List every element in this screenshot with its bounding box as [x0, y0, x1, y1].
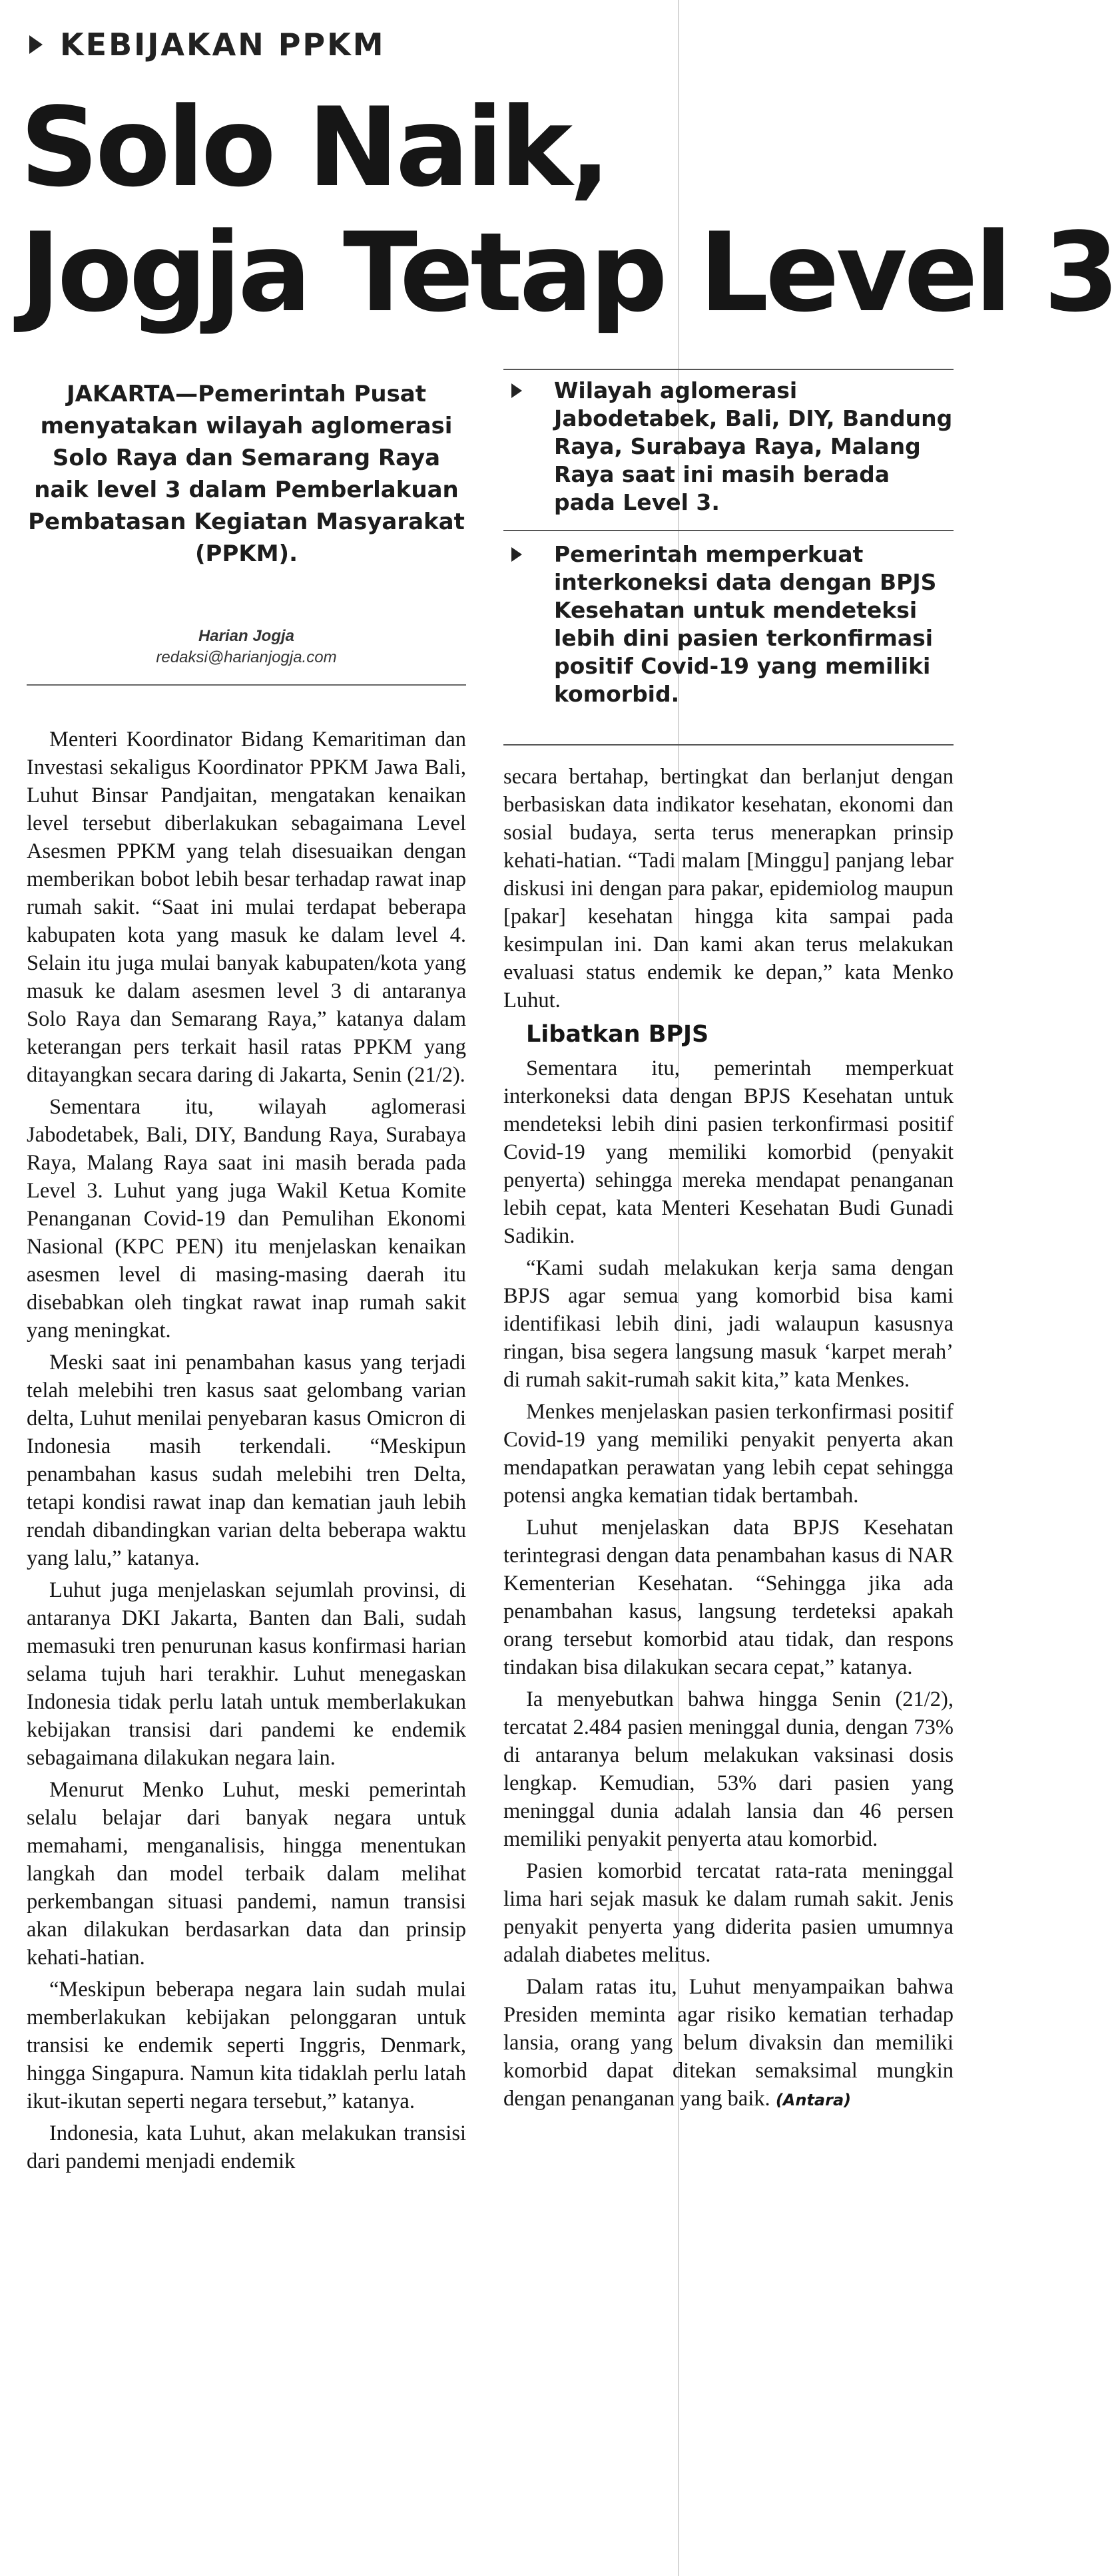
byline-name: Harian Jogja	[198, 627, 295, 645]
body-paragraph: “Kami sudah melakukan kerja sama dengan BPJS agar semua yang komorbid bisa kami identifikasi lebih dini, jadi walaupun kasusnya ringan, bisa segera langsung masuk ‘karpet merah’ di rumah sakit-rumah sakit kita,” kata Menkes.	[503, 1256, 954, 1392]
body-paragraph-continued: secara bertahap, bertingkat dan berlanjut dengan berbasiskan data indikator kesehatan, ekonomi dan sosial budaya, serta terus menerapkan prinsip kehati-hatian. “Tadi malam [Minggu] panjang lebar diskusi ini dengan para pakar, epidemiolog maupun [pakar] kesehatan hingga kita sampai pada kesimpulan ini. Dan kami akan terus melakukan evaluasi status endemik ke depan,” kata Menko Luhut.	[503, 765, 954, 1012]
headline	[20, 84, 1116, 336]
section-kicker	[29, 27, 386, 63]
body-paragraph: Pasien komorbid tercatat rata-rata meninggal lima hari sejak masuk ke dalam rumah sakit. Jenis penyakit penyerta yang diderita pasien umumnya adalah diabetes melitus.	[503, 1859, 954, 1967]
highlight-divider-bottom	[503, 744, 954, 746]
highlight-divider-middle	[503, 530, 954, 531]
body-paragraph: Meski saat ini penambahan kasus yang terjadi telah melebihi tren kasus saat gelombang varian delta, Luhut menilai penyebaran kasus Omicron di Indonesia masih terkendali. “Meskipun penambahan kasus sudah melebihi tren Delta, tetapi kondisi rawat inap dan kematian jauh lebih rendah dibandingkan varian delta beberapa waktu yang lalu,” katanya.	[27, 1351, 466, 1570]
body-paragraph: Menteri Koordinator Bidang Kemaritiman dan Investasi sekaligus Koordinator PPKM Jawa Bali, Luhut Binsar Pandjaitan, mengatakan kenaikan level tersebut diberlakukan sebagaimana Level Asesmen PPKM yang telah disesuaikan dengan memberikan bobot lebih besar terhadap rawat inap rumah sakit. “Saat ini mulai terdapat beberapa kabupaten kota yang masuk ke dalam level 4. Selain itu juga mulai banyak kabupaten/kota yang masuk ke dalam asesmen level 3 di antaranya Solo Raya dan Semarang Raya,” katanya dalam keterangan pers terkait hasil ratas PPKM yang ditayangkan secara daring di Jakarta, Senin (21/2).	[27, 728, 466, 1087]
lead-paragraph: JAKARTA—Pemerintah Pusat menyatakan wilayah aglomerasi Solo Raya dan Semarang Raya naik level 3 dalam Pemberlakuan Pembatasan Kegiatan Masyarakat (PPKM).	[28, 381, 465, 567]
article-column-2	[503, 763, 954, 2114]
triangle-bullet-icon	[511, 383, 522, 398]
article-column-1	[27, 726, 466, 2175]
byline	[27, 626, 466, 668]
body-paragraph: Luhut menjelaskan data BPJS Kesehatan terintegrasi dengan data penambahan kasus di NAR Kementerian Kesehatan. “Sehingga jika ada penambahan kasus, langsung terdeteksi apakah orang tersebut komorbid atau tidak, dan respons tindakan bisa dilakukan secara cepat,” katanya.	[503, 1516, 954, 1679]
highlight-box-1	[503, 377, 954, 517]
highlight-text-2: Pemerintah memperkuat interkoneksi data dengan BPJS Kesehatan untuk mendeteksi lebih dini pasien terkonfirmasi positif Covid-19 yang memiliki komorbid.	[554, 541, 937, 707]
headline-line-1: Solo Naik,	[20, 84, 608, 211]
body-paragraph: Luhut juga menjelaskan sejumlah provinsi, di antaranya DKI Jakarta, Banten dan Bali, sudah memasuki tren penurunan kasus konfirmasi harian selama tujuh hari terakhir. Luhut menegaskan Indonesia tidak perlu latah untuk memberlakukan kebijakan transisi dari pandemi ke endemik sebagaimana dilakukan negara lain.	[27, 1578, 466, 1770]
triangle-bullet-icon	[511, 547, 522, 562]
body-paragraph: “Meskipun beberapa negara lain sudah mulai memberlakukan kebijakan pelonggaran untuk transisi ke endemik seperti Inggris, Denmark, hingga Singapura. Namun kita tidaklah perlu latah ikut-ikutan seperti negara tersebut,” katanya.	[27, 1978, 466, 2113]
byline-divider	[27, 684, 466, 686]
body-paragraph: Menkes menjelaskan pasien terkonfirmasi positif Covid-19 yang memiliki penyakit penyerta akan mendapatkan perawatan yang lebih cepat sehingga potensi angka kematian tidak bertambah.	[503, 1400, 954, 1508]
body-paragraph: Sementara itu, wilayah aglomerasi Jabodetabek, Bali, DIY, Bandung Raya, Surabaya Raya, Malang Raya saat ini masih berada pada Level 3. Luhut yang juga Wakil Ketua Komite Penanganan Covid-19 dan Pemulihan Ekonomi Nasional (KPC PEN) itu menjelaskan kenaikan asesmen level di masing-masing daerah itu disebabkan oleh tingkat rawat inap rumah sakit yang meningkat.	[27, 1095, 466, 1343]
news-agency-credit: (Antara)	[775, 2091, 852, 2109]
highlight-box-2	[503, 540, 954, 708]
kicker-label: KEBIJAKAN PPKM	[60, 27, 386, 63]
body-paragraph: Indonesia, kata Luhut, akan melakukan transisi dari pandemi menjadi endemik	[27, 2121, 466, 2173]
section-subheading: Libatkan BPJS	[526, 1021, 709, 1048]
triangle-bullet-icon	[29, 35, 43, 54]
byline-email: redaksi@harianjogja.com	[156, 648, 337, 666]
body-paragraph-last	[503, 1973, 954, 2114]
highlight-divider-top	[503, 369, 954, 370]
body-paragraph: Sementara itu, pemerintah memperkuat interkoneksi data dengan BPJS Kesehatan untuk mendeteksi lebih dini pasien terkonfirmasi positif Covid-19 yang memiliki komorbid (penyakit penyerta) sehingga mereka mendapat penanganan lebih cepat, kata Menteri Kesehatan Budi Gunadi Sadikin.	[503, 1056, 954, 1248]
body-paragraph: Menurut Menko Luhut, meski pemerintah selalu belajar dari banyak negara untuk memahami, menganalisis, hingga menentukan langkah dan model terbaik dalam melihat perkembangan situasi pandemi, namun transisi akan dilakukan berdasarkan data dan prinsip kehati-hatian.	[27, 1778, 466, 1970]
last-paragraph-text: Dalam ratas itu, Luhut menyampaikan bahwa Presiden meminta agar risiko kematian terhadap lansia, orang yang belum divaksin dan memiliki komorbid dapat ditekan semaksimal mungkin dengan penanganan yang baik.	[503, 1975, 954, 2111]
highlight-text-1: Wilayah aglomerasi Jabodetabek, Bali, DIY, Bandung Raya, Surabaya Raya, Malang Raya saat ini masih berada pada Level 3.	[554, 377, 953, 515]
body-paragraph: Ia menyebutkan bahwa hingga Senin (21/2), tercatat 2.484 pasien meninggal dunia, dengan 73% di antaranya belum melakukan vaksinasi dosis lengkap. Kemudian, 53% dari pasien yang meninggal dunia adalah lansia dan 46 persen memiliki penyakit penyerta atau komorbid.	[503, 1687, 954, 1851]
headline-line-2: Jogja Tetap Level 3	[20, 209, 1116, 336]
